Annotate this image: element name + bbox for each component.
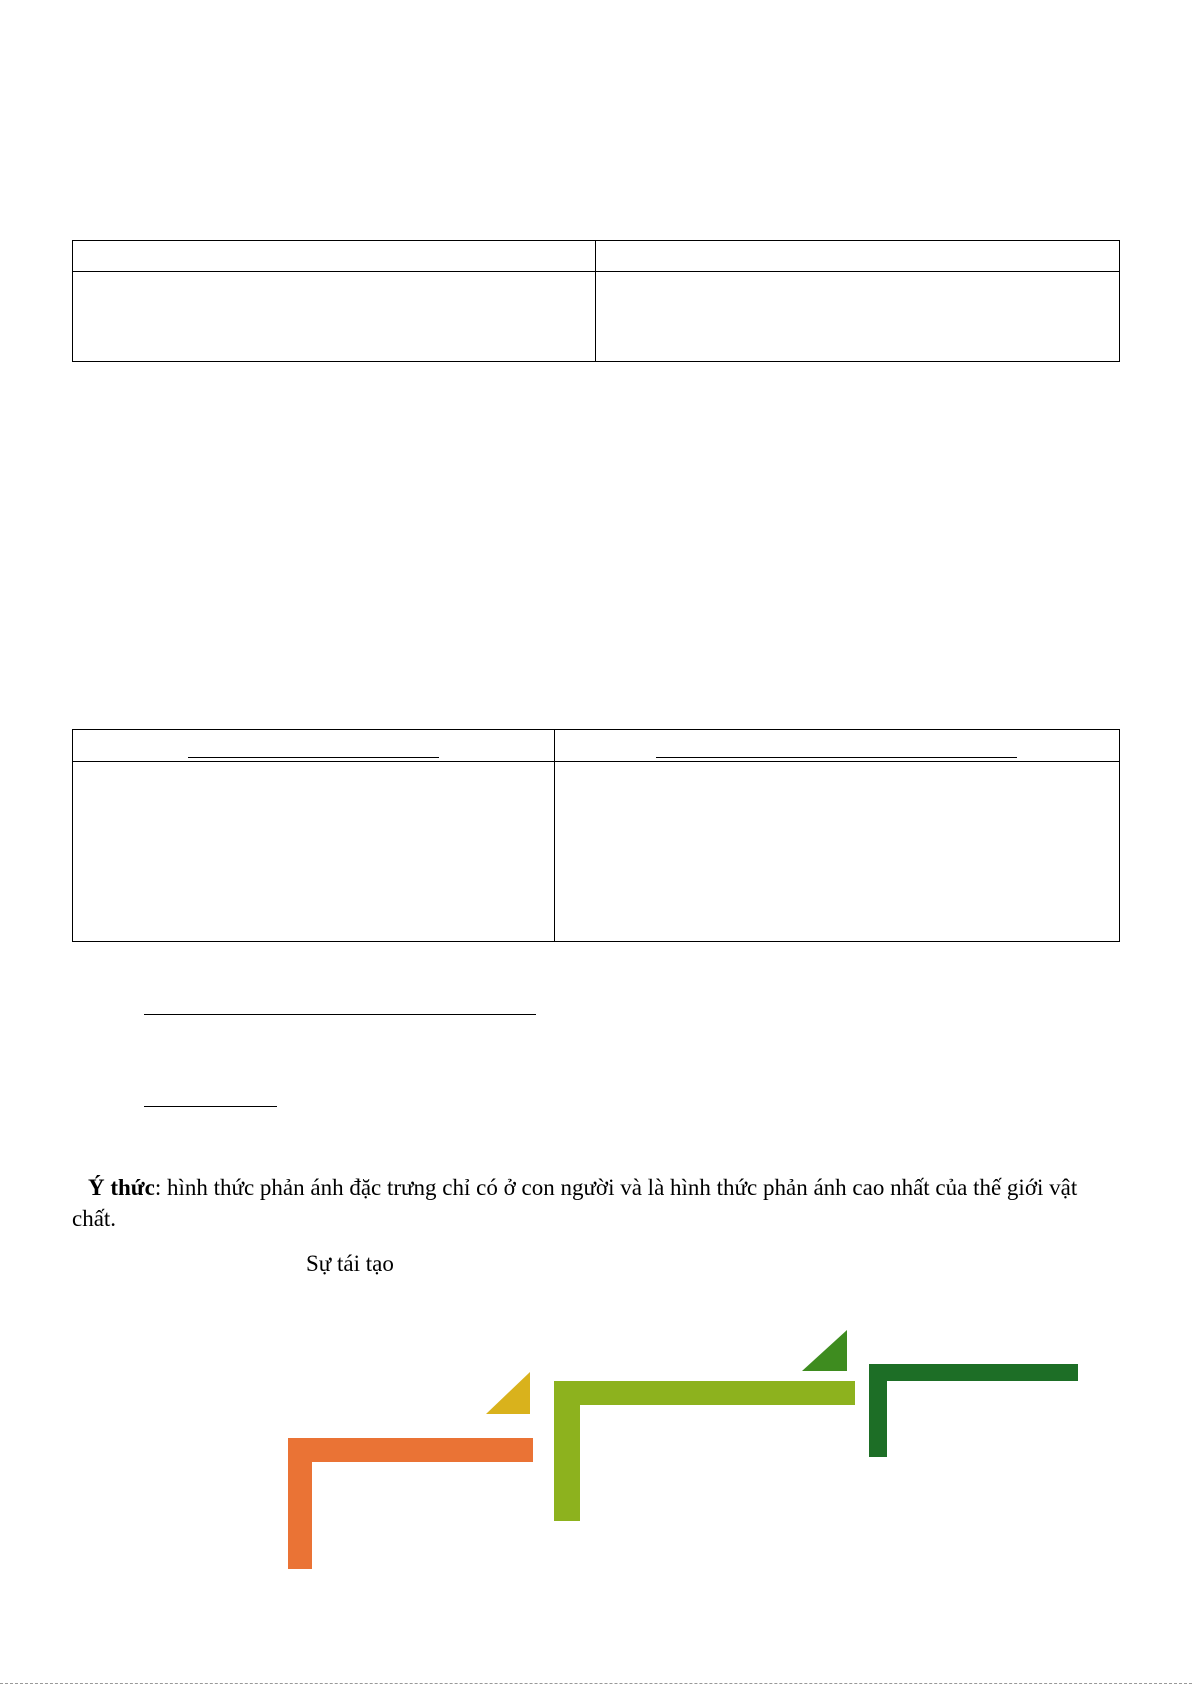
table-2-column-divider (554, 730, 555, 941)
table-2-header-divider (73, 761, 1119, 762)
definition-text: : hình thức phản ánh đặc trưng chỉ có ở con người và là hình thức phản ánh cao nhất của thế giới vật chất. (72, 1175, 1078, 1231)
table-2 (72, 729, 1120, 942)
table-2-header-underline-left (188, 757, 439, 758)
step-1-vertical-bar (288, 1438, 312, 1569)
definition-term: Ý thức (88, 1175, 155, 1200)
heading-underline-2 (144, 1106, 277, 1107)
table-1-column-divider (595, 241, 596, 361)
step-1-triangle (486, 1372, 530, 1414)
step-1-horizontal-bar (288, 1438, 533, 1462)
definition-paragraph (72, 1172, 1112, 1234)
step-3-horizontal-bar (869, 1364, 1078, 1381)
table-1-header-divider (73, 271, 1119, 272)
step-3-vertical-bar (869, 1364, 887, 1457)
diagram-caption: Sự tái tạo (306, 1251, 394, 1276)
heading-underline-1 (144, 1014, 536, 1015)
table-2-header-underline-right (656, 757, 1017, 758)
table-1 (72, 240, 1120, 362)
page-bottom-edge (0, 1683, 1192, 1684)
step-2-vertical-bar (554, 1381, 580, 1521)
step-2-horizontal-bar (554, 1381, 855, 1405)
step-2-triangle (802, 1330, 847, 1371)
